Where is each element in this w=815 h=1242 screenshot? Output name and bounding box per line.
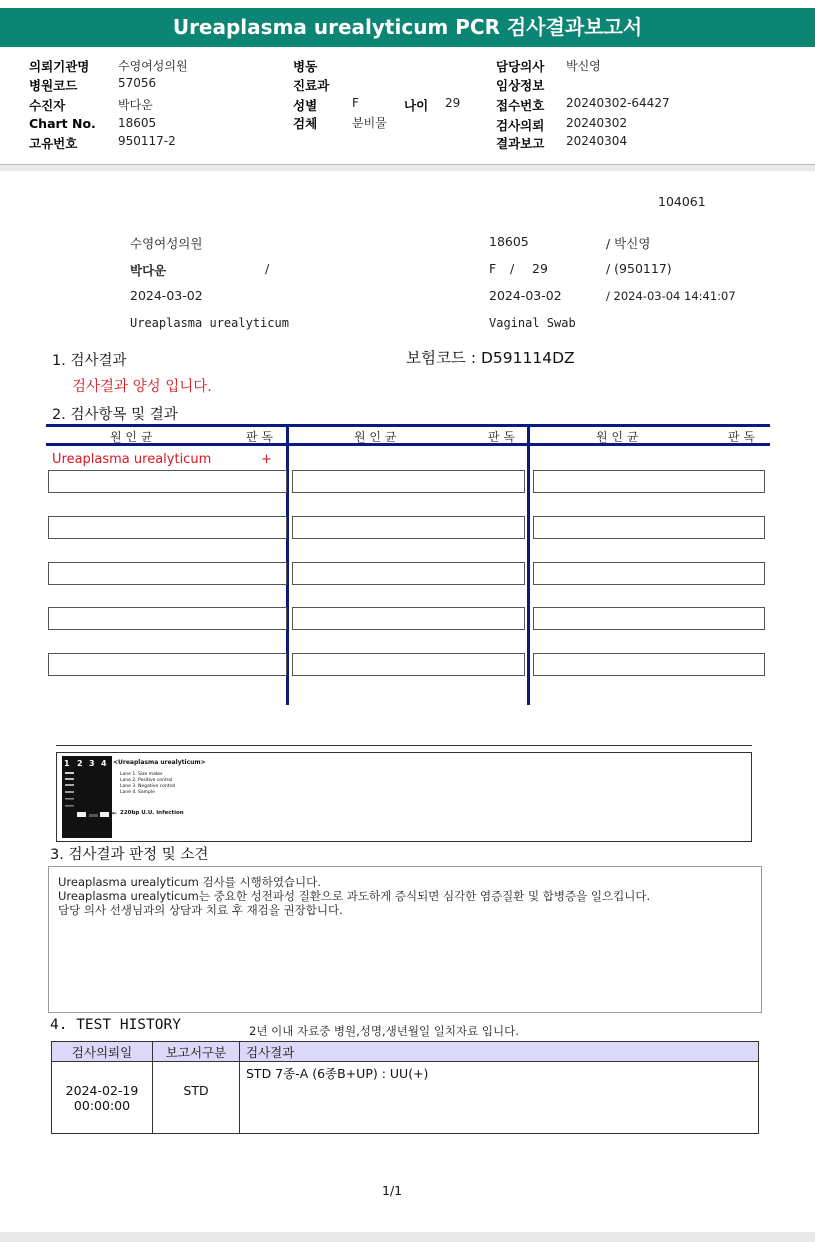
chart-label: Chart No. bbox=[29, 116, 96, 131]
unique-value: 950117-2 bbox=[118, 134, 176, 148]
gel-top-rule bbox=[56, 745, 752, 746]
empty-cell bbox=[533, 516, 765, 539]
specimen-value: 분비물 bbox=[352, 116, 387, 130]
section3-heading: 3. 검사결과 판정 및 소견 bbox=[50, 847, 209, 863]
insurance-code: 보험코드 : D591114DZ bbox=[406, 349, 575, 367]
section4-heading: 4. TEST HISTORY bbox=[50, 1017, 181, 1033]
request-value: 20240302 bbox=[566, 116, 628, 130]
gel-legend-4: Lane 4. Sample bbox=[120, 790, 155, 795]
history-col-type: 보고서구분 bbox=[153, 1042, 240, 1062]
summary-separator: / bbox=[510, 261, 515, 276]
empty-cell bbox=[292, 470, 525, 493]
empty-cell bbox=[48, 470, 287, 493]
report-code: 104061 bbox=[658, 194, 706, 209]
receipt-label: 접수번호 bbox=[496, 98, 545, 113]
empty-cell bbox=[48, 653, 287, 676]
section1-heading: 1. 검사결과 bbox=[52, 353, 127, 369]
dept-label: 진료과 bbox=[293, 78, 330, 93]
empty-cell bbox=[48, 516, 287, 539]
unique-label: 고유번호 bbox=[29, 136, 78, 151]
summary-sex: F bbox=[489, 261, 497, 276]
gel-lane-4: 4 bbox=[101, 759, 107, 768]
gel-lane-3: 3 bbox=[89, 759, 95, 768]
history-col-result: 검사결과 bbox=[240, 1042, 759, 1062]
summary-date-receipt: 2024-03-02 bbox=[489, 288, 562, 303]
item-name: Ureaplasma urealyticum bbox=[52, 452, 212, 467]
col-judge-3: 판 독 bbox=[728, 430, 755, 444]
section2-heading: 2. 검사항목 및 결과 bbox=[52, 407, 178, 423]
page-number: 1/1 bbox=[382, 1183, 403, 1198]
table-top-rule bbox=[46, 424, 770, 427]
ward-label: 병동 bbox=[293, 59, 318, 74]
gel-bands-graphic bbox=[62, 756, 112, 838]
institution-value: 수영여성의원 bbox=[118, 59, 188, 73]
summary-patient: 박다운 bbox=[130, 263, 167, 278]
empty-cell bbox=[533, 653, 765, 676]
doctor-label: 담당의사 bbox=[496, 59, 545, 74]
gel-arrow-icon: ← bbox=[112, 810, 118, 817]
clinical-label: 임상정보 bbox=[496, 78, 545, 93]
receipt-value: 20240302-64427 bbox=[566, 96, 670, 110]
summary-chart: 18605 bbox=[489, 234, 529, 249]
empty-cell bbox=[533, 562, 765, 585]
gel-legend-3: Lane 3. Negative control bbox=[120, 784, 176, 789]
summary-age: 29 bbox=[532, 261, 548, 276]
table-col-divider-2 bbox=[527, 427, 530, 705]
request-label: 검사의뢰 bbox=[496, 118, 545, 133]
result-text: 검사결과 양성 입니다. bbox=[72, 379, 212, 395]
item-result: + bbox=[261, 452, 272, 467]
comment-line-3: 담당 의사 선생님과의 상담과 치료 후 재검을 권장합니다. bbox=[58, 903, 343, 917]
empty-cell bbox=[533, 607, 765, 630]
summary-datetime: / 2024-03-04 14:41:07 bbox=[606, 289, 736, 303]
table-header-rule bbox=[46, 443, 770, 446]
empty-cell bbox=[292, 562, 525, 585]
summary-test: Ureaplasma urealyticum bbox=[130, 316, 289, 330]
empty-cell bbox=[292, 607, 525, 630]
history-note: 2년 이내 자료중 병원,성명,생년월일 일치자료 입니다. bbox=[249, 1024, 519, 1038]
gel-title: <Ureaplasma urealyticum> bbox=[113, 759, 206, 766]
comment-line-1: Ureaplasma urealyticum 검사를 시행하였습니다. bbox=[58, 875, 321, 889]
history-col-date: 검사의뢰일 bbox=[52, 1042, 153, 1062]
institution-label: 의뢰기관명 bbox=[29, 59, 90, 74]
history-time: 00:00:00 bbox=[73, 1097, 131, 1113]
empty-cell bbox=[48, 562, 287, 585]
patient-value: 박다운 bbox=[118, 98, 153, 112]
history-table bbox=[51, 1041, 759, 1134]
header-divider bbox=[0, 165, 815, 171]
summary-doctor: / 박신영 bbox=[606, 236, 651, 251]
doctor-value: 박신영 bbox=[566, 59, 601, 73]
empty-cell bbox=[292, 653, 525, 676]
bottom-band bbox=[0, 1232, 815, 1242]
history-type: STD bbox=[153, 1062, 240, 1134]
age-label: 나이 bbox=[404, 98, 429, 113]
gel-electrophoresis-image bbox=[62, 756, 112, 838]
col-pathogen-1: 원 인 균 bbox=[110, 430, 153, 444]
age-value: 29 bbox=[445, 96, 461, 110]
summary-sample: Vaginal Swab bbox=[489, 316, 576, 330]
empty-cell bbox=[533, 470, 765, 493]
col-pathogen-3: 원 인 균 bbox=[596, 430, 639, 444]
gel-lane-2: 2 bbox=[77, 759, 83, 768]
col-judge-1: 판 독 bbox=[246, 430, 273, 444]
chart-value: 18605 bbox=[118, 116, 157, 130]
sex-value: F bbox=[352, 96, 359, 110]
history-date-cell bbox=[52, 1062, 153, 1134]
col-judge-2: 판 독 bbox=[488, 430, 515, 444]
empty-cell bbox=[292, 516, 525, 539]
history-date: 2024-02-19 bbox=[65, 1082, 139, 1098]
hospital-code-value: 57056 bbox=[118, 76, 157, 90]
summary-slash: / bbox=[265, 261, 270, 276]
report-title: Ureaplasma urealyticum PCR 검사결과보고서 bbox=[0, 8, 815, 47]
gel-legend-1: Lane 1. Size maker bbox=[120, 772, 163, 777]
history-header-row bbox=[52, 1042, 759, 1062]
patient-label: 수진자 bbox=[29, 98, 66, 113]
empty-cell bbox=[48, 607, 287, 630]
summary-date-request: 2024-03-02 bbox=[130, 288, 203, 303]
comment-line-2: Ureaplasma urealyticum는 중요한 성전파성 질환으로 과도하게 증식되면 심각한 염증질환 및 합병증을 일으킵니다. bbox=[58, 889, 651, 903]
hospital-code-label: 병원코드 bbox=[29, 78, 78, 93]
summary-institution: 수영여성의원 bbox=[130, 236, 203, 251]
sex-label: 성별 bbox=[293, 98, 318, 113]
table-row bbox=[52, 1062, 759, 1134]
gel-lane-1: 1 bbox=[64, 759, 70, 768]
col-pathogen-2: 원 인 균 bbox=[354, 430, 397, 444]
history-result: STD 7종-A (6종B+UP) : UU(+) bbox=[240, 1062, 759, 1134]
summary-birth: / (950117) bbox=[606, 261, 672, 276]
gel-legend-2: Lane 2. Positive control bbox=[120, 778, 173, 783]
report-value: 20240304 bbox=[566, 134, 628, 148]
gel-band-label: 220bp U.U. infection bbox=[120, 810, 184, 816]
specimen-label: 검체 bbox=[293, 116, 318, 131]
report-label: 결과보고 bbox=[496, 136, 545, 151]
